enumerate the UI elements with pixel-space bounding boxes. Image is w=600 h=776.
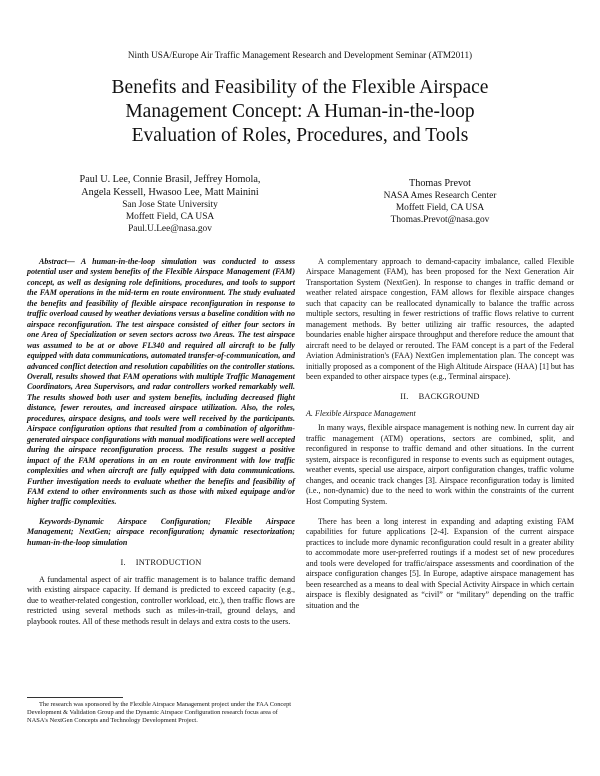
background-paragraph-1: In many ways, flexible airspace management is nothing new. In current day air traffic management (ATM) operations, sectors are combined, split, and reconfigured in response to traffic demand and other situations. In the current system, airspace is reconfigured in response to events such as equipment outages, weather events, special use airspace, airport configuration changes, traffic volume changes, and oceanic track changes [3]. Airspace reconfiguration today is limited (i.e., non-dynamic) due to the need to work within the constraints of the current Host Computing System. xyxy=(306,423,574,506)
author-block-right xyxy=(330,177,550,226)
affiliation-location: Moffett Field, CA USA xyxy=(395,203,485,213)
section-heading-background: II. BACKGROUND xyxy=(400,392,480,402)
title-line-2: Management Concept: A Human-in-the-loop xyxy=(125,101,475,122)
paper-title xyxy=(60,76,540,148)
footnote-divider xyxy=(27,697,123,698)
subsection-heading-fam: A. Flexible Airspace Management xyxy=(306,408,416,418)
author-names-line-2: Angela Kessell, Hwasoo Lee, Matt Mainini xyxy=(81,187,259,198)
conference-header: Ninth USA/Europe Air Traffic Management Research and Development Seminar (ATM2011) xyxy=(127,50,473,60)
keywords: Keywords-Dynamic Airspace Configuration; Flexible Airspace Management; NextGen; airspace reconfiguration; dynamic resectorization; human-in-the-loop simulation xyxy=(27,516,295,547)
fam-paragraph: A complementary approach to demand-capacity imbalance, called Flexible Airspace Management (FAM), has been proposed for the Next Generation Air Transportation System (NextGen). In response to changes in traffic demand or weather related airspace congestion, FAM allows for flexible airspace changes such that capacity can be reallocated dynamically to balance the traffic across multiple sectors, resulting in fewer restrictions of traffic flows relative to current management methods. By better utilizing air traffic resources, the adapted boundaries enable higher airspace throughput and therefore reduce the amount that aircraft need to be delayed or rerouted. The FAM concept is a part of the Federal Aviation Administration's (FAA) NextGen implementation plan. The concept was initially proposed as a component of the High Altitude Airspace (HAA) [1] but has been expanded to other airspace types (e.g., Terminal airspace). xyxy=(306,257,574,381)
funding-footnote: The research was sponsored by the Flexible Airspace Management project under the FAA Concept Development & Validation Group and the Dynamic Airspace Configuration research focus area of NASA's NextGen Concepts and Technology Development Project. xyxy=(27,701,292,724)
author-email: Paul.U.Lee@nasa.gov xyxy=(128,224,212,234)
author-names-line-1: Paul U. Lee, Connie Brasil, Jeffrey Homola, xyxy=(79,174,261,185)
title-line-1: Benefits and Feasibility of the Flexible Airspace xyxy=(111,77,489,98)
background-paragraph-2: There has been a long interest in expanding and adapting existing FAM capabilities for future applications [2-4]. Expansion of the current airspace practices to include more dynamic reconfiguration could result in a greater ability to accommodate more user-preferred routings if a modest set of new procedures and tools were developed for traffic/airspace assessments and coordination of the airspace configuration changes [5]. In Europe, adaptive airspace management has been researched as a means to deal with Special Activity Airspace in which certain airspace is flexibly designated as “civil” or “military” depending on the traffic situation and the xyxy=(306,516,574,610)
affiliation-institution: NASA Ames Research Center xyxy=(383,191,497,201)
abstract-text: A human-in-the-loop simulation was conducted to assess potential user and system benefits of the Flexible Airspace Management (FAM) concept, as well as designing role definitions, procedures, and tools to support the FAM operations in the mid-term en route environment. The study evaluated the benefits and feasibility of flexible airspace reconfiguration in response to traffic overload caused by weather deviations versus a baseline condition with no airspace reconfiguration. The test airspace consisted of either four sectors in one Area of Specialization or seven sectors across two Areas. The test airspace was assumed to be at or above FL340 and required all aircraft to be fully equipped with data communications, automated transfer-of-communication, and advanced conflict detection and resolution capabilities on the controller stations. Overall, results showed that FAM operations with multiple Traffic Management Coordinators, Area Supervisors, and radar controllers worked remarkably well. The results showed both user and system benefits, including decreased flight distance, fewer reroutes, and increased airspace utilization. Also, the roles, procedures, airspace designs, and tools were well received by the participants. Airspace configuration options that resulted from a combination of algorithm-generated airspace configurations with manual modifications were well accepted during the airspace reconfiguration process. The results suggest a positive impact of the FAM operations in an en route environment with low traffic complexities and when aircraft are fully equipped with data communications. Further investigation needs to evaluate whether the benefits and feasibility of FAM extend to other environments such as those with mixed equipage and/or higher traffic complexities. xyxy=(27,257,295,507)
author-block-left xyxy=(50,173,290,235)
affiliation-location: Moffett Field, CA USA xyxy=(125,212,215,222)
abstract xyxy=(27,257,295,508)
author-email: Thomas.Prevot@nasa.gov xyxy=(390,215,490,225)
intro-paragraph: A fundamental aspect of air traffic management is to balance traffic demand with existing airspace capacity. If demand is predicted to exceed capacity (e.g., due to weather-related congestion, controller workload, etc.), then traffic flows are restricted using several methods such as miles-in-trail, ground delays, and playbook routes. All of these methods result in delays and extra costs to the users. xyxy=(27,574,295,626)
abstract-lead: Abstract— xyxy=(39,257,75,266)
section-heading-introduction: I. INTRODUCTION xyxy=(120,558,202,568)
right-column xyxy=(306,257,574,611)
author-name: Thomas Prevot xyxy=(409,178,471,189)
left-column xyxy=(27,257,295,627)
title-line-3: Evaluation of Roles, Procedures, and Tools xyxy=(131,125,469,146)
footnote xyxy=(27,701,295,724)
affiliation-institution: San Jose State University xyxy=(122,200,218,210)
